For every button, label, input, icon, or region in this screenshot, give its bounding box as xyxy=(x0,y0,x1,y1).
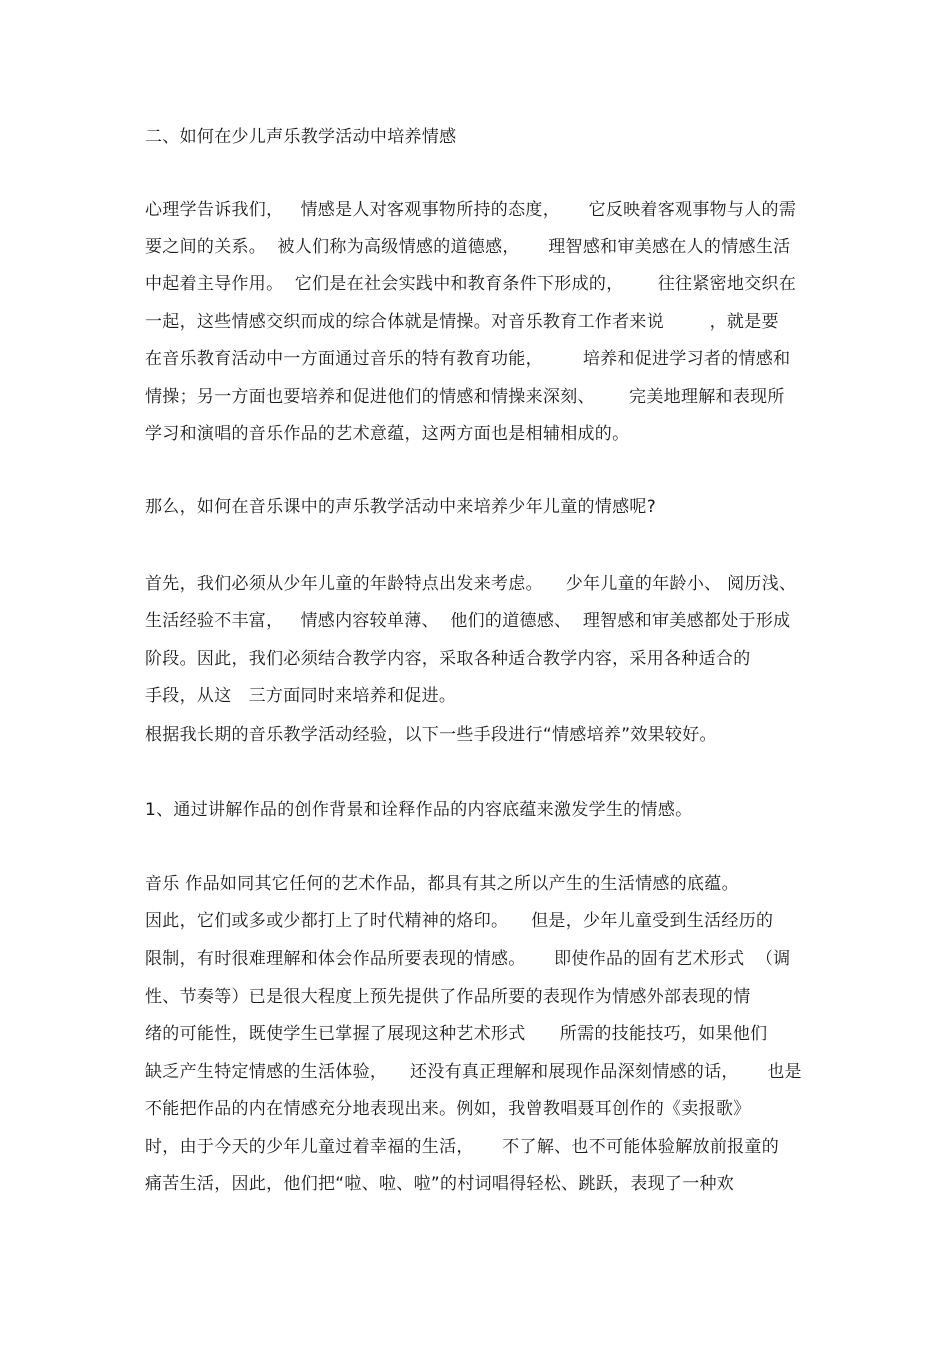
paragraph-line: 在音乐教育活动中一方面通过音乐的特有教育功能， 培养和促进学习者的情感和 xyxy=(145,349,791,369)
paragraph-line: 要之间的关系。 被人们称为高级情感的道德感， 理智感和审美感在人的情感生活 xyxy=(145,237,791,257)
paragraph-line: 首先，我们必须从少年儿童的年龄特点出发来考虑。 少年儿童的年龄小、 阅历浅、 xyxy=(145,574,797,594)
paragraph-line: 绪的可能性，既使学生已掌握了展现这种艺术形式 所需的技能技巧，如果他们 xyxy=(145,1024,768,1044)
paragraph-line: 时，由于今天的少年儿童过着幸福的生活， 不了解、也不可能体验解放前报童的 xyxy=(145,1137,780,1157)
paragraph-line: 不能把作品的内在情感充分地表现出来。例如，我曾教唱聂耳创作的《卖报歌》 xyxy=(145,1099,751,1119)
paragraph-line: 性、节奏等）已是很大程度上预先提供了作品所要的表现作为情感外部表现的情 xyxy=(145,987,751,1007)
paragraph-line: 因此，它们或多或少都打上了时代精神的烙印。 但是，少年儿童受到生活经历的 xyxy=(145,911,774,931)
paragraph-line: 缺乏产生特定情感的生活体验， 还没有真正理解和展现作品深刻情感的话， 也是 xyxy=(145,1062,802,1082)
subsection-heading: 1、通过讲解作品的创作背景和诠释作品的内容底蕴来激发学生的情感。 xyxy=(145,800,693,820)
paragraph-line: 阶段。因此，我们必须结合教学内容，采取各种适合教学内容，采用各种适合的 xyxy=(145,649,751,669)
paragraph-line: 生活经验不丰富， 情感内容较单薄、 他们的道德感、 理智感和审美感都处于形成 xyxy=(145,611,791,631)
paragraph-line: 痛苦生活，因此，他们把“啦、啦、啦”的村词唱得轻松、跳跃，表现了一种欢 xyxy=(145,1174,735,1194)
section-heading: 二、如何在少儿声乐教学活动中培养情感 xyxy=(145,127,457,147)
paragraph-line: 一起，这些情感交织而成的综合体就是情操。对音乐教育工作者来说 ，就是要 xyxy=(145,312,779,332)
paragraph-line: 情操；另一方面也要培养和促进他们的情感和情操来深刻、 完美地理解和表现所 xyxy=(145,387,785,407)
question-line: 那么，如何在音乐课中的声乐教学活动中来培养少年儿童的情感呢? xyxy=(145,497,657,517)
paragraph-line: 根据我长期的音乐教学活动经验，以下一些手段进行“情感培养”效果较好。 xyxy=(145,725,717,745)
paragraph-line: 学习和演唱的音乐作品的艺术意蕴，这两方面也是相辅相成的。 xyxy=(145,424,630,444)
paragraph-line: 心理学告诉我们， 情感是人对客观事物所持的态度， 它反映着客观事物与人的需 xyxy=(145,200,797,220)
paragraph-line: 限制，有时很难理解和体会作品所要表现的情感。 即使作品的固有艺术形式 （调 xyxy=(145,949,791,969)
paragraph-line: 音乐 作品如同其它任何的艺术作品，都具有其之所以产生的生活情感的底蕴。 xyxy=(145,874,739,894)
paragraph-line: 中起着主导作用。 它们是在社会实践中和教育条件下形成的， 往往紧密地交织在 xyxy=(145,274,797,294)
paragraph-line: 手段，从这 三方面同时来培养和促进。 xyxy=(145,686,457,706)
